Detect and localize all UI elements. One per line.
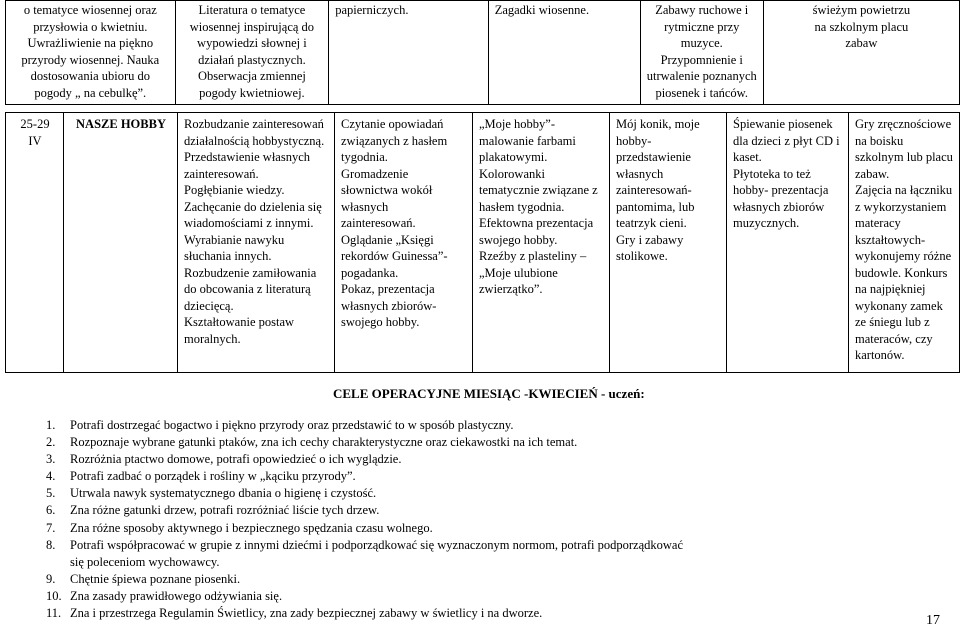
cell-text-line: na boisku bbox=[855, 133, 904, 148]
goal-item bbox=[46, 537, 683, 571]
goal-item bbox=[46, 520, 683, 537]
cell-text-line: świeżym powietrzu bbox=[812, 3, 911, 17]
cell-text-line: Zagadki wiosenne. bbox=[494, 3, 590, 17]
goal-item bbox=[46, 588, 683, 605]
goals-list bbox=[46, 417, 683, 622]
plan-table-continued bbox=[5, 0, 960, 105]
plan-table-week bbox=[5, 112, 960, 373]
cell-games bbox=[849, 113, 960, 373]
cell-text-line: Rzeźby z plasteliny – bbox=[479, 249, 587, 263]
cell-text-line: przysłowia o kwietniu. bbox=[33, 19, 148, 34]
cell-text-line: budowle. Konkurs bbox=[855, 265, 948, 280]
week-month: IV bbox=[28, 133, 42, 148]
cell-text-line: Gry zręcznościowe bbox=[855, 117, 952, 131]
cell-text-line: hobby- prezentacja bbox=[733, 183, 829, 197]
cell-text-line: Kształtowanie postaw bbox=[184, 315, 295, 329]
cell-text-line: muzycznych. bbox=[733, 216, 800, 230]
cell-text-line: Zachęcanie do dzielenia się bbox=[184, 199, 322, 214]
cell-literature bbox=[335, 113, 473, 373]
cell-text-line: muzyce. bbox=[680, 36, 723, 51]
cell-text-line: działalnością hobbystyczną. bbox=[184, 133, 325, 148]
cell-text-line: przedstawienie bbox=[616, 150, 691, 164]
cell-text-line: związanych z hasłem bbox=[341, 133, 448, 148]
cell-text-line: Zajęcia na łączniku bbox=[855, 183, 953, 197]
cell-text-line: zwierzątko”. bbox=[479, 282, 543, 296]
cell-text-line: Zabawy ruchowe i bbox=[655, 3, 749, 17]
cell-text-line: Rozbudzenie zamiłowania bbox=[184, 265, 317, 280]
cell-text-line: Przypomnienie i bbox=[660, 52, 743, 67]
cell-text-line: Płytoteka to też bbox=[733, 166, 811, 181]
cell-text-line: malowanie farbami bbox=[479, 133, 576, 148]
cell-art bbox=[473, 113, 610, 373]
cell-theatre bbox=[610, 113, 727, 373]
goal-text-continued: się poleceniom wychowawcy. bbox=[70, 554, 220, 569]
cell-text-line: przyrody wiosennej. Nauka bbox=[21, 52, 160, 67]
cell-text-line: plakatowymi. bbox=[479, 150, 548, 164]
cell-text-line: wiadomościami z innymi. bbox=[184, 216, 314, 230]
goal-text: Zna różne gatunki drzew, potrafi rozróżniać liście tych drzew. bbox=[70, 503, 380, 518]
cell-text-line: słownictwa wokół bbox=[341, 183, 433, 197]
cell-text-line: materacy bbox=[855, 216, 901, 230]
cell-text-line: moralnych. bbox=[184, 331, 241, 346]
cell-text-line: zainteresowań. bbox=[341, 216, 416, 230]
cell-text-line: wypowiedzi słownej i bbox=[197, 36, 307, 51]
cell-art-prev bbox=[329, 1, 488, 105]
goal-text: Zna zasady prawidłowego odżywiania się. bbox=[70, 588, 283, 603]
cell-goals-prev bbox=[6, 1, 176, 105]
cell-music-prev bbox=[640, 1, 763, 105]
week-dates: 25-29 bbox=[20, 117, 50, 131]
goal-text: Potrafi współpracować w grupie z innymi dziećmi i podporządkować się wyznaczonym normom, potrafi podporządkować bbox=[70, 537, 684, 552]
goal-number: 6. bbox=[46, 503, 56, 518]
goal-item bbox=[46, 434, 683, 451]
cell-text-line: słuchania innych. bbox=[184, 249, 272, 263]
cell-games-prev bbox=[763, 1, 959, 105]
plan-table-row bbox=[6, 113, 960, 373]
cell-text-line: z wykorzystaniem bbox=[855, 199, 947, 214]
goal-text: Zna różne sposoby aktywnego i bezpiecznego spędzania czasu wolnego. bbox=[70, 520, 433, 535]
goal-text: Potrafi dostrzegać bogactwo i piękno przyrody oraz przedstawić to w sposób plastyczny. bbox=[70, 418, 514, 432]
cell-text-line: Oglądanie „Księgi bbox=[341, 232, 434, 247]
cell-text-line: wiosennej inspirującą do bbox=[189, 19, 315, 34]
cell-text-line: na najpiękniej bbox=[855, 282, 926, 296]
goal-item bbox=[46, 451, 683, 468]
goal-number: 4. bbox=[46, 469, 56, 484]
goal-number: 8. bbox=[46, 537, 56, 552]
goal-text: Chętnie śpiewa poznane piosenki. bbox=[70, 571, 241, 586]
cell-text-line: Gry i zabawy bbox=[616, 232, 684, 247]
cell-text-line: hobby- bbox=[616, 133, 652, 148]
cell-text-line: Efektowna prezentacja bbox=[479, 216, 594, 230]
cell-text-line: piosenek i tańców. bbox=[655, 85, 749, 100]
goal-item bbox=[46, 605, 683, 622]
cell-text-line: własnych bbox=[616, 166, 664, 181]
cell-text-line: „Moje ulubione bbox=[479, 265, 558, 280]
cell-text-line: materaców, czy bbox=[855, 331, 933, 346]
cell-text-line: kształtowych- bbox=[855, 232, 926, 247]
cell-text-line: Literatura o tematyce bbox=[198, 3, 306, 17]
cell-text-line: Mój konik, moje bbox=[616, 117, 700, 131]
cell-text-line: rekordów Guinessa”- bbox=[341, 249, 448, 263]
cell-text-line: Pokaz, prezentacja bbox=[341, 282, 435, 296]
goal-text: Zna i przestrzega Regulamin Świetlicy, zna zady bezpiecznej zabawy w świetlicy i na dworze. bbox=[70, 606, 543, 621]
cell-text-line: do obcowania z literaturą bbox=[184, 282, 311, 296]
cell-text-line: Przedstawienie własnych bbox=[184, 150, 311, 164]
cell-text-line: własnych zbiorów bbox=[733, 199, 825, 214]
goal-number: 9. bbox=[46, 571, 56, 586]
cell-text-line: Śpiewanie piosenek bbox=[733, 117, 833, 131]
cell-text-line: hasłem tygodnia. bbox=[479, 199, 565, 214]
cell-text-line: wykonany zamek bbox=[855, 298, 943, 313]
cell-text-line: zabaw bbox=[845, 36, 878, 51]
cell-text-line: pantomima, lub bbox=[616, 199, 695, 214]
cell-text-line: pogody „ na cebulkę”. bbox=[34, 85, 147, 100]
cell-text-line: tematycznie związane z bbox=[479, 183, 598, 197]
cell-text-line: kartonów. bbox=[855, 348, 905, 362]
cell-text-line: kaset. bbox=[733, 150, 762, 164]
cell-text-line: dziecięcą. bbox=[184, 298, 234, 313]
goal-text: Rozpoznaje wybrane gatunki ptaków, zna ich cechy charakterystyczne oraz ciekawostki na ich temat. bbox=[70, 435, 578, 450]
goal-number: 2. bbox=[46, 435, 56, 450]
cell-text-line: swojego hobby. bbox=[341, 315, 420, 329]
cell-text-line: dla dzieci z płyt CD i bbox=[733, 133, 840, 148]
goal-item bbox=[46, 502, 683, 519]
goal-number: 10. bbox=[46, 588, 62, 603]
cell-text-line: o tematyce wiosennej oraz bbox=[23, 3, 157, 17]
cell-text-line: wykonujemy różne bbox=[855, 249, 952, 263]
goal-text: Utrwala nawyk systematycznego dbania o higienę i czystość. bbox=[70, 486, 377, 501]
goal-item bbox=[46, 468, 683, 485]
cell-text-line: zainteresowań. bbox=[184, 166, 259, 181]
cell-goals bbox=[178, 113, 335, 373]
cell-text-line: utrwalenie poznanych bbox=[646, 69, 757, 84]
goal-number: 1. bbox=[46, 418, 56, 432]
goal-number: 5. bbox=[46, 486, 56, 501]
cell-text-line: zainteresowań- bbox=[616, 183, 692, 197]
cell-text-line: pogody kwietniowej. bbox=[199, 85, 305, 100]
cell-text-line: Wyrabianie nawyku bbox=[184, 232, 285, 247]
goal-number: 7. bbox=[46, 520, 56, 535]
cell-text-line: Gromadzenie bbox=[341, 166, 409, 181]
goal-item bbox=[46, 417, 683, 434]
cell-text-line: tygodnia. bbox=[341, 150, 388, 164]
cell-theatre-prev bbox=[488, 1, 640, 105]
cell-text-line: własnych zbiorów- bbox=[341, 298, 437, 313]
cell-text-line: dostosowania ubioru do bbox=[30, 69, 151, 84]
week-topic: NASZE HOBBY bbox=[76, 117, 166, 131]
week-cell bbox=[6, 113, 64, 373]
cell-text-line: teatrzyk cieni. bbox=[616, 216, 687, 230]
goal-text: Potrafi zadbać o porządek i rośliny w „kąciku przyrody”. bbox=[70, 469, 356, 484]
cell-text-line: działań plastycznych. bbox=[198, 52, 306, 67]
cell-text-line: Obserwacja zmiennej bbox=[197, 69, 306, 84]
goal-number: 3. bbox=[46, 452, 56, 467]
goal-text: Rozróżnia ptactwo domowe, potrafi opowiedzieć o ich wyglądzie. bbox=[70, 452, 402, 467]
page-number: 17 bbox=[926, 613, 940, 628]
cell-text-line: Pogłębianie wiedzy. bbox=[184, 183, 285, 197]
cell-text-line: szkolnym lub placu bbox=[855, 150, 953, 164]
cell-text-line: rytmiczne przy bbox=[664, 19, 740, 34]
cell-text-line: własnych bbox=[341, 199, 389, 214]
cell-text-line: swojego hobby. bbox=[479, 232, 558, 247]
cell-text-line: na szkolnym placu bbox=[814, 19, 909, 34]
goal-number: 11. bbox=[46, 606, 62, 621]
cell-text-line: Uwrażliwienie na piękno bbox=[27, 36, 154, 51]
cell-music bbox=[727, 113, 849, 373]
topic-cell bbox=[64, 113, 178, 373]
cell-text-line: Rozbudzanie zainteresowań bbox=[184, 117, 324, 131]
goal-item bbox=[46, 485, 683, 502]
cell-text-line: ze śniegu lub z bbox=[855, 315, 930, 329]
cell-text-line: papierniczych. bbox=[335, 3, 409, 17]
plan-table-row bbox=[6, 1, 960, 105]
cell-literature-prev bbox=[175, 1, 329, 105]
cell-text-line: zabaw. bbox=[855, 166, 890, 181]
cell-text-line: „Moje hobby”- bbox=[479, 117, 556, 131]
goals-heading: CELE OPERACYJNE MIESIĄC -KWIECIEŃ - uczeń: bbox=[333, 386, 645, 401]
cell-text-line: Kolorowanki bbox=[479, 166, 545, 181]
cell-text-line: Czytanie opowiadań bbox=[341, 117, 444, 131]
cell-text-line: pogadanka. bbox=[341, 265, 399, 280]
goal-item bbox=[46, 571, 683, 588]
cell-text-line: stolikowe. bbox=[616, 249, 668, 263]
